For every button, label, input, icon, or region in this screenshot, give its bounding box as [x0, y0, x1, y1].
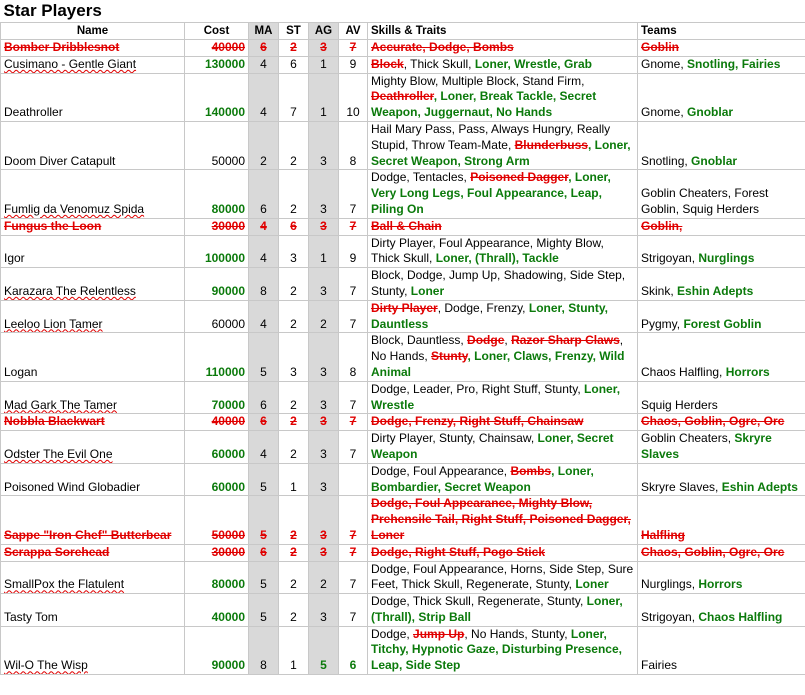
player-name[interactable]: Leeloo Lion Tamer [1, 300, 185, 333]
player-name[interactable]: Doom Diver Catapult [1, 121, 185, 169]
table-row [1, 463, 805, 496]
player-av[interactable]: 7 [349, 218, 357, 233]
player-av[interactable]: 6 [339, 626, 368, 674]
player-st[interactable]: 2 [290, 414, 297, 429]
player-ag[interactable]: 1 [309, 235, 339, 268]
player-ag[interactable]: 2 [309, 300, 339, 333]
player-skills[interactable]: Hail Mary Pass, Pass, Always Hungry, Really Stupid, Throw Team-Mate, Blunderbuss, Loner, Secret Weapon, Strong Arm [368, 121, 638, 169]
player-skills[interactable]: Dodge, Foul Appearance, Bombs, Loner, Bombardier, Secret Weapon [368, 463, 638, 496]
player-name[interactable]: Scrappa Sorehead [4, 544, 110, 559]
table-row [1, 56, 805, 73]
player-name[interactable]: Odster The Evil One [1, 431, 185, 464]
player-av[interactable]: 7 [339, 300, 368, 333]
player-ag[interactable]: 1 [309, 73, 339, 121]
player-skills[interactable]: Dodge, Frenzy, Right Stuff, Chainsaw [371, 414, 584, 429]
player-av[interactable]: 9 [339, 235, 368, 268]
player-teams[interactable]: Chaos, Goblin, Ogre, Orc [641, 414, 785, 429]
player-skills[interactable]: Dodge, Thick Skull, Regenerate, Stunty, Loner, (Thrall), Strip Ball [368, 594, 638, 627]
player-teams[interactable]: Goblin, [641, 218, 683, 233]
player-cost[interactable]: 30000 [211, 218, 245, 233]
player-av[interactable]: 8 [339, 333, 368, 381]
player-name[interactable]: Cusimano - Gentle Giant [1, 56, 185, 73]
player-cost[interactable]: 90000 [185, 268, 249, 301]
player-skills[interactable]: Dodge, Tentacles, Poisoned Dagger, Loner, Very Long Legs, Foul Appearance, Leap, Piling On [368, 170, 638, 218]
player-ag[interactable]: 3 [309, 463, 339, 496]
player-st[interactable]: 1 [279, 626, 309, 674]
header-name[interactable]: Name [1, 23, 185, 40]
table-row [1, 121, 805, 169]
player-ma[interactable]: 5 [249, 594, 279, 627]
player-teams[interactable]: Goblin [641, 40, 679, 54]
player-av[interactable]: 7 [339, 268, 368, 301]
player-ma[interactable]: 5 [260, 527, 267, 542]
player-name[interactable]: Logan [1, 333, 185, 381]
player-ag[interactable]: 3 [320, 544, 327, 559]
player-av[interactable]: 7 [339, 170, 368, 218]
player-name[interactable]: Deathroller [1, 73, 185, 121]
player-teams[interactable]: Squig Herders [638, 381, 805, 414]
player-ag[interactable]: 3 [320, 414, 327, 429]
player-teams[interactable]: Gnome, Gnoblar [638, 73, 805, 121]
player-st[interactable]: 2 [290, 40, 297, 54]
table-row [1, 544, 805, 561]
header-ma[interactable]: MA [249, 23, 279, 40]
table-row [1, 381, 805, 414]
player-ma[interactable]: 5 [249, 561, 279, 594]
player-skills[interactable]: Block, Dodge, Jump Up, Shadowing, Side Step, Stunty, Loner [368, 268, 638, 301]
player-cost[interactable]: 110000 [185, 333, 249, 381]
player-av[interactable]: 7 [339, 381, 368, 414]
player-ag[interactable]: 3 [309, 121, 339, 169]
player-teams[interactable]: Skink, Eshin Adepts [638, 268, 805, 301]
player-name[interactable]: Poisoned Wind Globadier [1, 463, 185, 496]
player-st[interactable]: 2 [279, 594, 309, 627]
player-av[interactable]: 10 [339, 73, 368, 121]
player-skills[interactable]: Dodge, Foul Appearance, Mighty Blow, Prehensile Tail, Right Stuff, Poisoned Dagger, Loner [371, 496, 631, 542]
table-row [1, 73, 805, 121]
player-ag[interactable]: 3 [320, 40, 327, 54]
player-teams[interactable]: Pygmy, Forest Goblin [638, 300, 805, 333]
table-row [1, 218, 805, 235]
player-name[interactable]: Igor [1, 235, 185, 268]
player-ma[interactable]: 4 [249, 73, 279, 121]
player-av[interactable]: 9 [339, 56, 368, 73]
player-av[interactable]: 7 [349, 40, 357, 54]
player-name[interactable]: Bomber Dribblesnot [4, 40, 120, 54]
player-ag[interactable]: 3 [309, 431, 339, 464]
player-ag[interactable]: 3 [309, 333, 339, 381]
player-ma[interactable]: 6 [260, 40, 267, 54]
player-st[interactable]: 3 [279, 235, 309, 268]
player-cost[interactable]: 50000 [211, 527, 245, 542]
player-st[interactable]: 2 [279, 431, 309, 464]
player-st[interactable]: 2 [279, 381, 309, 414]
player-name[interactable]: Nobbla Blackwart [4, 414, 105, 429]
player-teams[interactable]: Goblin Cheaters, Skryre Slaves [638, 431, 805, 464]
player-name[interactable]: Mad Gark The Tamer [1, 381, 185, 414]
player-st[interactable]: 1 [279, 463, 309, 496]
header-av[interactable]: AV [339, 23, 368, 40]
player-ag[interactable]: 1 [309, 56, 339, 73]
player-st[interactable]: 2 [279, 121, 309, 169]
player-teams[interactable]: Skryre Slaves, Eshin Adepts [638, 463, 805, 496]
table-row [1, 300, 805, 333]
player-teams[interactable]: Goblin Cheaters, Forest Goblin, Squig Herders [638, 170, 805, 218]
player-name[interactable]: Wil-O The Wisp [1, 626, 185, 674]
player-cost[interactable]: 60000 [185, 300, 249, 333]
player-cost[interactable]: 40000 [211, 414, 245, 429]
player-st[interactable]: 3 [279, 333, 309, 381]
player-name[interactable]: Fumlig da Venomuz Spida [1, 170, 185, 218]
player-ma[interactable]: 4 [249, 235, 279, 268]
table-row [1, 496, 805, 544]
player-skills[interactable]: Dirty Player, Stunty, Chainsaw, Loner, Secret Weapon [368, 431, 638, 464]
player-skills[interactable]: Mighty Blow, Multiple Block, Stand Firm, Deathroller, Loner, Break Tackle, Secret Weapon, Juggernaut, No Hands [368, 73, 638, 121]
header-row [1, 23, 805, 40]
player-st[interactable]: 2 [290, 544, 297, 559]
player-ma[interactable]: 4 [260, 218, 267, 233]
player-ma[interactable]: 4 [249, 431, 279, 464]
player-skills[interactable]: Dirty Player, Foul Appearance, Mighty Blow, Thick Skull, Loner, (Thrall), Tackle [368, 235, 638, 268]
player-ag[interactable]: 3 [320, 527, 327, 542]
player-name[interactable]: Fungus the Loon [4, 218, 102, 233]
player-name[interactable]: SmallPox the Flatulent [1, 561, 185, 594]
player-skills[interactable]: Accurate, Dodge, Bombs [371, 40, 514, 54]
player-cost[interactable]: 60000 [185, 431, 249, 464]
player-skills[interactable]: Dodge, Leader, Pro, Right Stuff, Stunty, Loner, Wrestle [368, 381, 638, 414]
player-ag[interactable]: 3 [309, 268, 339, 301]
header-cost[interactable]: Cost [185, 23, 249, 40]
player-ma[interactable]: 4 [249, 300, 279, 333]
player-teams[interactable]: Snotling, Gnoblar [638, 121, 805, 169]
player-cost[interactable]: 130000 [185, 56, 249, 73]
player-ag[interactable]: 3 [309, 594, 339, 627]
player-ma[interactable]: 6 [249, 381, 279, 414]
player-skills[interactable]: Ball & Chain [371, 218, 442, 233]
player-teams[interactable]: Chaos Halfling, Horrors [638, 333, 805, 381]
player-ma[interactable]: 6 [260, 414, 267, 429]
table-row [1, 594, 805, 627]
table-row [1, 414, 805, 431]
player-skills[interactable]: Block, Dauntless, Dodge, Razor Sharp Claws, No Hands, Stunty, Loner, Claws, Frenzy, Wild Animal [368, 333, 638, 381]
player-ma[interactable]: 6 [249, 170, 279, 218]
player-cost[interactable]: 30000 [211, 544, 245, 559]
player-st[interactable]: 2 [279, 268, 309, 301]
player-ag[interactable]: 2 [309, 561, 339, 594]
player-teams[interactable]: Strigoyan, Chaos Halfling [638, 594, 805, 627]
player-cost[interactable]: 60000 [185, 463, 249, 496]
table-row [1, 235, 805, 268]
table-row [1, 268, 805, 301]
player-av[interactable] [339, 463, 368, 496]
player-st[interactable]: 2 [279, 300, 309, 333]
player-av[interactable]: 7 [339, 431, 368, 464]
player-teams[interactable]: Fairies [638, 626, 805, 674]
player-cost[interactable]: 140000 [185, 73, 249, 121]
player-ma[interactable]: 5 [249, 463, 279, 496]
player-ag[interactable]: 3 [309, 170, 339, 218]
table-row [1, 170, 805, 218]
header-ag[interactable]: AG [309, 23, 339, 40]
player-cost[interactable]: 70000 [185, 381, 249, 414]
header-st[interactable]: ST [279, 23, 309, 40]
player-cost[interactable]: 80000 [185, 170, 249, 218]
player-st[interactable]: 2 [290, 527, 297, 542]
player-name[interactable]: Tasty Tom [1, 594, 185, 627]
player-name[interactable]: Sappe "Iron Chef" Butterbear [4, 527, 172, 542]
player-av[interactable]: 8 [339, 121, 368, 169]
table-row [1, 626, 805, 674]
player-cost[interactable]: 90000 [185, 626, 249, 674]
player-ag[interactable]: 3 [309, 381, 339, 414]
player-ma[interactable]: 4 [249, 56, 279, 73]
player-cost[interactable]: 80000 [185, 561, 249, 594]
header-skills[interactable]: Skills & Traits [368, 23, 638, 40]
player-av[interactable]: 7 [339, 594, 368, 627]
player-av[interactable]: 7 [349, 527, 357, 542]
player-skills[interactable]: Dirty Player, Dodge, Frenzy, Loner, Stunty, Dauntless [368, 300, 638, 333]
player-st[interactable]: 2 [279, 170, 309, 218]
player-skills[interactable]: Dodge, Foul Appearance, Horns, Side Step, Sure Feet, Thick Skull, Regenerate, Stunty, Loner [368, 561, 638, 594]
player-st[interactable]: 6 [279, 56, 309, 73]
player-skills[interactable]: Block, Thick Skull, Loner, Wrestle, Grab [368, 56, 638, 73]
player-av[interactable]: 7 [339, 561, 368, 594]
player-st[interactable]: 7 [279, 73, 309, 121]
player-ag[interactable]: 3 [320, 218, 327, 233]
table-row [1, 333, 805, 381]
player-cost[interactable]: 40000 [185, 594, 249, 627]
title-row [1, 0, 805, 23]
player-st[interactable]: 2 [279, 561, 309, 594]
player-ma[interactable]: 8 [249, 268, 279, 301]
player-skills[interactable]: Dodge, Right Stuff, Pogo Stick [371, 544, 545, 559]
player-cost[interactable]: 100000 [185, 235, 249, 268]
header-teams[interactable]: Teams [638, 23, 805, 40]
player-teams[interactable]: Strigoyan, Nurglings [638, 235, 805, 268]
table-row [1, 561, 805, 594]
player-ma[interactable]: 8 [249, 626, 279, 674]
player-ma[interactable]: 2 [249, 121, 279, 169]
player-teams[interactable]: Halfling [641, 527, 685, 542]
player-skills[interactable]: Dodge, Jump Up, No Hands, Stunty, Loner, Titchy, Hypnotic Gaze, Disturbing Presence, Leap, Side Step [368, 626, 638, 674]
player-ma[interactable]: 6 [260, 544, 267, 559]
player-name[interactable]: Karazara The Relentless [1, 268, 185, 301]
player-ma[interactable]: 5 [249, 333, 279, 381]
player-av[interactable]: 7 [349, 414, 357, 429]
player-teams[interactable]: Gnome, Snotling, Fairies [638, 56, 805, 73]
player-ag[interactable]: 5 [309, 626, 339, 674]
player-teams[interactable]: Nurglings, Horrors [638, 561, 805, 594]
player-cost[interactable]: 50000 [185, 121, 249, 169]
sheet-title[interactable]: Star Players [3, 1, 102, 20]
player-cost[interactable]: 40000 [211, 40, 245, 54]
table-row [1, 431, 805, 464]
player-st[interactable]: 6 [290, 218, 297, 233]
player-teams[interactable]: Chaos, Goblin, Ogre, Orc [641, 544, 785, 559]
table-row [1, 40, 805, 57]
player-av[interactable]: 7 [349, 544, 357, 559]
